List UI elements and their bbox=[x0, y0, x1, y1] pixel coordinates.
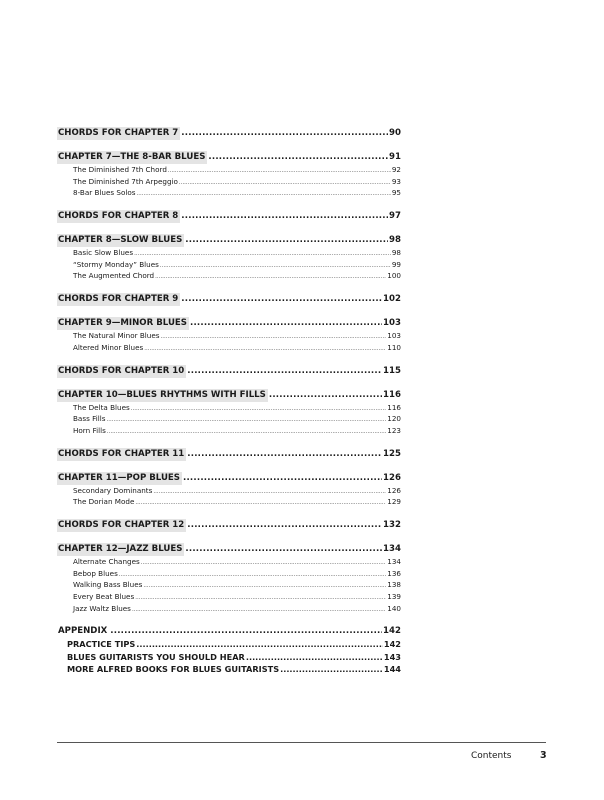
toc-dot-leader bbox=[187, 365, 382, 378]
toc-entry-title: CHORDS FOR CHAPTER 12 bbox=[58, 519, 185, 530]
toc-dot-leader bbox=[137, 189, 391, 201]
footer-section-label: Contents bbox=[471, 751, 512, 761]
toc-chapter-entry bbox=[57, 543, 401, 556]
toc-entry-title: CHORDS FOR CHAPTER 10 bbox=[58, 365, 185, 376]
toc-page-number: 123 bbox=[387, 425, 401, 435]
toc-entry-title: The Natural Minor Blues bbox=[73, 331, 160, 341]
toc-page-number: 98 bbox=[389, 235, 401, 246]
toc-entry-title: The Diminished 7th Chord bbox=[73, 165, 167, 174]
toc-dot-leader bbox=[136, 638, 383, 650]
toc-subentry bbox=[57, 485, 401, 497]
toc-subentry bbox=[57, 342, 401, 354]
toc-subentry bbox=[57, 176, 401, 188]
toc-dot-leader bbox=[269, 389, 382, 402]
toc-entry-title: Altered Minor Blues bbox=[73, 342, 144, 352]
toc-dot-leader bbox=[141, 558, 387, 570]
toc-chapter-entry bbox=[57, 210, 401, 223]
toc-entry-title: Bass Fills bbox=[73, 414, 106, 424]
toc-entry-title: Basic Slow Blues bbox=[73, 248, 134, 258]
toc-subentry bbox=[57, 247, 401, 259]
toc-dot-leader bbox=[143, 581, 386, 593]
toc-entry-title: PRACTICE TIPS bbox=[67, 639, 136, 650]
toc-dot-leader bbox=[246, 651, 383, 663]
toc-entry-title: “Stormy Monday” Blues bbox=[73, 259, 159, 269]
toc-entry-title: 8-Bar Blues Solos bbox=[73, 188, 136, 198]
toc-dot-leader bbox=[144, 344, 386, 356]
toc-chapter-entry bbox=[57, 625, 401, 638]
toc-page-number: 99 bbox=[391, 259, 401, 269]
toc-page-number: 98 bbox=[391, 248, 401, 258]
toc-entry-title: Alternate Changes bbox=[73, 556, 140, 566]
toc-page-number: 132 bbox=[383, 519, 401, 530]
toc-entry-title: The Delta Blues bbox=[73, 402, 130, 412]
footer-rule bbox=[57, 742, 546, 743]
toc-chapter-entry bbox=[57, 234, 401, 247]
toc-dot-leader bbox=[106, 415, 386, 427]
toc-dot-leader bbox=[132, 605, 386, 617]
toc-page-number: 142 bbox=[383, 626, 401, 637]
toc-subentry bbox=[57, 496, 401, 508]
toc-dot-leader bbox=[187, 448, 382, 461]
toc-dot-leader bbox=[185, 543, 382, 556]
toc-page-number: 103 bbox=[383, 318, 401, 329]
toc-entry-title: CHAPTER 11—POP BLUES bbox=[58, 472, 180, 483]
toc-page-number: 142 bbox=[383, 639, 401, 650]
toc-entry-title: CHORDS FOR CHAPTER 7 bbox=[58, 128, 179, 138]
toc-chapter-entry bbox=[57, 293, 401, 306]
toc-page-number: 102 bbox=[383, 294, 401, 305]
toc-entry-title: Every Beat Blues bbox=[73, 592, 135, 601]
toc-dot-leader bbox=[160, 261, 391, 273]
toc-dot-leader bbox=[280, 663, 383, 675]
toc-page-number: 92 bbox=[391, 165, 401, 174]
toc-page-number: 139 bbox=[387, 592, 401, 601]
toc-page-number: 138 bbox=[387, 580, 401, 590]
toc-dot-leader bbox=[107, 427, 386, 439]
toc-entry-title: Horn Fills bbox=[73, 425, 106, 435]
toc-entry-title: CHORDS FOR CHAPTER 9 bbox=[58, 294, 179, 305]
toc-chapter-entry bbox=[57, 519, 401, 532]
toc-page-number: 134 bbox=[387, 556, 401, 566]
toc-dot-leader bbox=[135, 498, 386, 510]
toc-dot-leader bbox=[110, 625, 382, 638]
toc-dot-leader bbox=[135, 593, 386, 605]
toc-entry-title: APPENDIX bbox=[58, 626, 108, 637]
toc-entry-title: CHAPTER 7—THE 8-BAR BLUES bbox=[58, 152, 206, 162]
toc-subentry bbox=[57, 259, 401, 271]
toc-subentry bbox=[57, 579, 401, 591]
toc-page-number: 126 bbox=[387, 485, 401, 495]
toc-subentry bbox=[57, 330, 401, 342]
toc-page-number: 91 bbox=[389, 152, 401, 162]
toc-entry-title: Walking Bass Blues bbox=[73, 580, 143, 590]
toc-dot-leader bbox=[161, 332, 387, 344]
toc-page-number: 120 bbox=[387, 414, 401, 424]
toc-dot-leader bbox=[134, 249, 391, 261]
toc-entry-title: CHAPTER 10—BLUES RHYTHMS WITH FILLS bbox=[58, 389, 266, 400]
toc-entry-title: MORE ALFRED BOOKS FOR BLUES GUITARISTS bbox=[67, 664, 280, 675]
toc-subentry bbox=[57, 187, 401, 199]
toc-subentry bbox=[57, 425, 401, 437]
toc-dot-leader bbox=[153, 487, 386, 499]
toc-page-number: 110 bbox=[387, 342, 401, 352]
toc-entry-title: BLUES GUITARISTS YOU SHOULD HEAR bbox=[67, 651, 245, 662]
toc-page-number: 126 bbox=[383, 472, 401, 483]
toc-dot-leader bbox=[179, 178, 391, 190]
toc-subentry bbox=[57, 663, 401, 675]
toc-subentry bbox=[57, 651, 401, 663]
toc-chapter-entry bbox=[57, 151, 401, 164]
toc-dot-leader bbox=[183, 472, 382, 485]
toc-dot-leader bbox=[155, 272, 386, 284]
toc-subentry bbox=[57, 556, 401, 568]
toc-page-number: 136 bbox=[387, 568, 401, 578]
toc-chapter-entry bbox=[57, 365, 401, 378]
toc-entry-title: CHAPTER 8—SLOW BLUES bbox=[58, 235, 183, 246]
toc-dot-leader bbox=[119, 570, 386, 582]
toc-entry-title: Bebop Blues bbox=[73, 568, 118, 578]
toc-subentry bbox=[57, 402, 401, 414]
toc-page-number: 129 bbox=[387, 497, 401, 507]
toc-dot-leader bbox=[208, 151, 388, 164]
toc-dot-leader bbox=[181, 293, 382, 306]
toc-page-number: 134 bbox=[383, 543, 401, 554]
toc-page-number: 125 bbox=[383, 448, 401, 459]
toc-subentry bbox=[57, 638, 401, 650]
toc-page-number: 115 bbox=[383, 365, 401, 376]
toc-page-number: 97 bbox=[389, 211, 401, 222]
table-of-contents bbox=[57, 127, 401, 676]
toc-subentry bbox=[57, 603, 401, 615]
toc-chapter-entry bbox=[57, 389, 401, 402]
toc-entry-title: The Augmented Chord bbox=[73, 271, 155, 281]
toc-page-number: 95 bbox=[391, 188, 401, 198]
toc-page-number: 93 bbox=[391, 176, 401, 186]
toc-subentry bbox=[57, 270, 401, 282]
toc-page-number: 143 bbox=[383, 651, 401, 662]
toc-entry-title: Secondary Dominants bbox=[73, 485, 153, 495]
toc-page-number: 140 bbox=[387, 603, 401, 613]
toc-entry-title: Jazz Waltz Blues bbox=[73, 603, 131, 613]
toc-chapter-entry bbox=[57, 472, 401, 485]
toc-dot-leader bbox=[168, 166, 391, 178]
toc-dot-leader bbox=[181, 210, 388, 223]
toc-dot-leader bbox=[181, 127, 388, 140]
toc-entry-title: CHAPTER 12—JAZZ BLUES bbox=[58, 543, 183, 554]
toc-page-number: 100 bbox=[387, 271, 401, 281]
toc-page-number: 144 bbox=[383, 664, 401, 675]
toc-entry-title: CHORDS FOR CHAPTER 8 bbox=[58, 211, 179, 222]
toc-entry-title: The Diminished 7th Arpeggio bbox=[73, 176, 178, 186]
toc-chapter-entry bbox=[57, 317, 401, 330]
toc-entry-title: CHAPTER 9—MINOR BLUES bbox=[58, 318, 187, 329]
toc-dot-leader bbox=[185, 234, 388, 247]
toc-entry-title: CHORDS FOR CHAPTER 11 bbox=[58, 448, 185, 459]
toc-page-number: 90 bbox=[389, 128, 401, 138]
toc-dot-leader bbox=[131, 404, 387, 416]
footer-page-number: 3 bbox=[540, 750, 547, 761]
toc-page-number: 116 bbox=[383, 389, 401, 400]
toc-subentry bbox=[57, 413, 401, 425]
toc-chapter-entry bbox=[57, 448, 401, 461]
toc-dot-leader bbox=[190, 317, 382, 330]
toc-subentry bbox=[57, 568, 401, 580]
toc-entry-title: The Dorian Mode bbox=[73, 497, 135, 507]
toc-dot-leader bbox=[187, 519, 382, 532]
toc-page-number: 116 bbox=[387, 402, 401, 412]
toc-subentry bbox=[57, 591, 401, 603]
toc-subentry bbox=[57, 164, 401, 176]
toc-page-number: 103 bbox=[387, 331, 401, 341]
toc-chapter-entry bbox=[57, 127, 401, 140]
